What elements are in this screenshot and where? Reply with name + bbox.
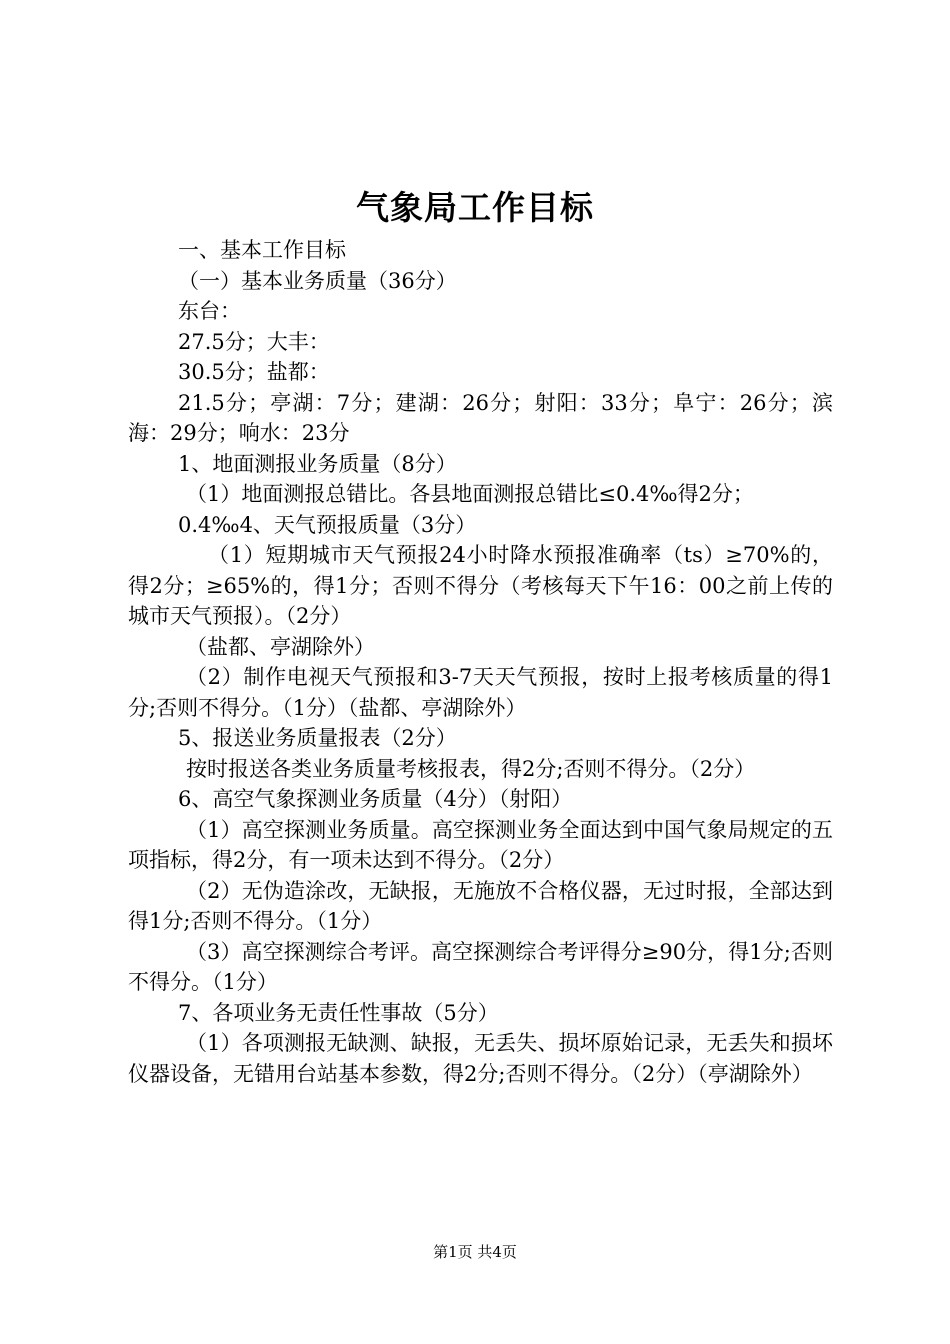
paragraph-item-4-2: （2）制作电视天气预报和3-7天天气预报，按时上报考核质量的得1分;否则不得分。（1分）（盐都、亭湖除外） [128, 665, 833, 720]
paragraph-section-heading: 一、基本工作目标 [178, 238, 346, 262]
page-number-footer: 第1页 共4页 [433, 1243, 517, 1261]
paragraph-item-4-1-note: （盐都、亭湖除外） [186, 634, 375, 659]
paragraph-item-4-1: （1）短期城市天气预报24小时降水预报准确率（ts）≥70%的，得2分；≥65%的，得1分；否则不得分（考核每天下午16：00之前上传的城市天气预报）。（2分） [128, 543, 833, 628]
paragraph-item-4: 0.4‰4、天气预报质量（3分） [178, 512, 477, 537]
paragraph-item-5-body: 按时报送各类业务质量考核报表，得2分;否则不得分。（2分） [186, 756, 756, 781]
paragraph-subsection-heading: （一）基本业务质量（36分） [178, 268, 457, 293]
paragraph-item-6-3: （3）高空探测综合考评。高空探测综合考评得分≥90分，得1分;否则不得分。（1分） [128, 939, 833, 994]
document-body [128, 235, 833, 1089]
paragraph-item-1-1: （1）地面测报总错比。各县地面测报总错比≤0.4‰得2分； [186, 482, 754, 506]
paragraph-scores: 21.5分；亭湖：7分；建湖：26分；射阳：33分；阜宁：26分；滨海：29分；响水：23分 [128, 390, 833, 445]
paragraph-item-7-1: （1）各项测报无缺测、缺报，无丢失、损坏原始记录，无丢失和损坏仪器设备，无错用台站基本参数，得2分;否则不得分。（2分）（亭湖除外） [128, 1031, 833, 1086]
paragraph-item-6-2: （2）无伪造涂改，无缺报，无施放不合格仪器，无过时报，全部达到得1分;否则不得分。（1分） [128, 878, 833, 933]
paragraph-item-5: 5、报送业务质量报表（2分） [178, 726, 457, 750]
paragraph-item-6: 6、高空气象探测业务质量（4分）（射阳） [178, 787, 573, 811]
paragraph-dongtai: 东台： [178, 299, 241, 323]
paragraph-item-7: 7、各项业务无责任性事故（5分） [178, 1000, 499, 1025]
paragraph-item-1: 1、地面测报业务质量（8分） [178, 451, 457, 476]
paragraph-dafeng: 27.5分；大丰： [178, 329, 330, 354]
paragraph-yandu: 30.5分；盐都： [178, 360, 330, 384]
paragraph-item-6-1: （1）高空探测业务质量。高空探测业务全面达到中国气象局规定的五项指标，得2分，有一项未达到不得分。（2分） [128, 817, 833, 872]
document-title: 气象局工作目标 [356, 188, 594, 227]
